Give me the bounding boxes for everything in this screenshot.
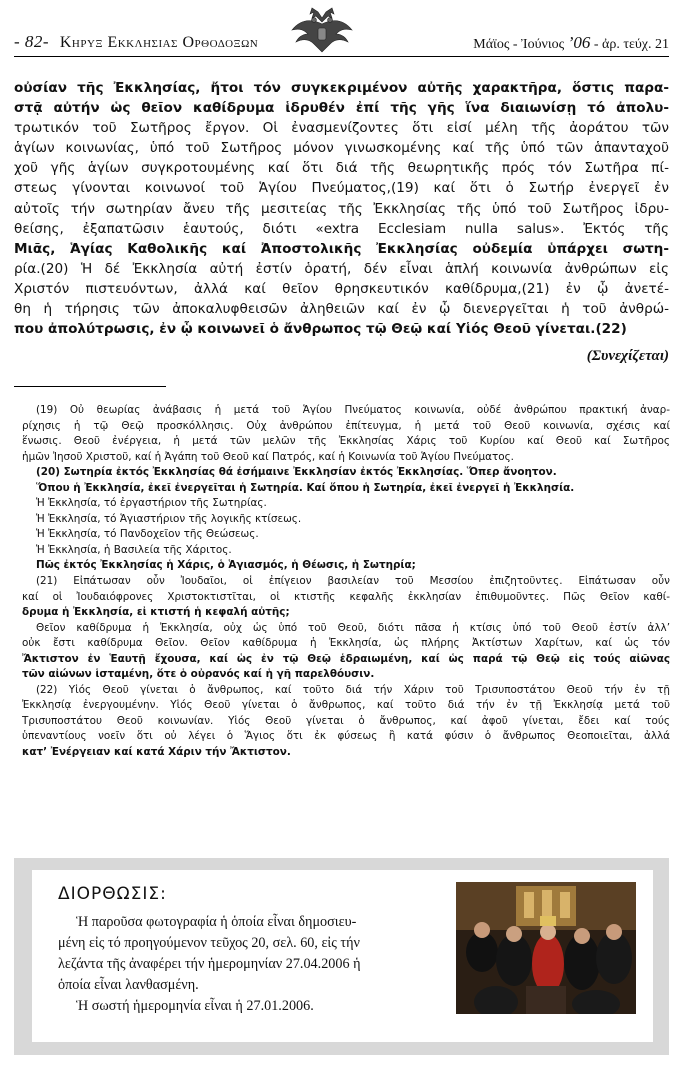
issue-number: - ἀρ. τεύχ. 21 (593, 37, 669, 52)
footnote-line: καί οἱ Ἰουδαιόφρονες Χριστοκτιστῖται, οἱ κτιστῆς κεφαλῆς ἐκκλησίαν ἐπιθυμοῦντες. Πῶς Θεῖον καθί- (22, 590, 670, 603)
text-line: αὐτοῖς τήν σωτηρίαν ἄνευ τῆς μεσιτείας τῆς Ἐκκλησίας τῆς ὑπό τοῦ Σωτῆρος ἱδρυ- (14, 200, 669, 217)
footnotes (22, 403, 670, 761)
correction-text (58, 912, 438, 1017)
correction-line: Ἡ παροῦσα φωτογραφία ἡ ὁποία εἶναι δημοσιευ- (76, 914, 357, 930)
footnote-line: Ἡ Ἐκκλησία, τό Πανδοχεῖον τῆς Θεώσεως. (36, 528, 259, 541)
text-line: στεως γίνονται κοινωνοί τοῦ Ἁγίου Πνεύματος,(19) καί ὅτι ὁ Σωτήρ ἐνεργεῖ ἐν (14, 180, 669, 197)
text-line: Χριστόν πιστευόντων, ἀλλά καί θεῖον θρησκευτικόν καθίδρυμα,(21) ἐν ᾧ ἀνετέ- (14, 280, 669, 297)
footnote-line: κατ’ Ἐνέργειαν καί κατά Χάριν τήν Ἄκτιστον. (22, 746, 291, 759)
text-line: τρωτικόν τοῦ Σωτῆρος ἔργον. Οἱ ἐνασμενίζοντες ὅτι εἰσί μέλη τῆς ἀοράτου τῶν (14, 120, 669, 137)
text-line: θείσης, ἐξαπατῶσιν ἑαυτούς, διότι «extra Ecclesiam nulla salus». Ἐκτός τῆς (14, 220, 669, 237)
footnote-line: Πῶς ἐκτός Ἐκκλησίας ἡ Χάρις, ὁ Ἁγιασμός, ἡ Θέωσις, ἡ Σωτηρία; (36, 559, 416, 572)
footnote-line: (22) Υἱός Θεοῦ γίνεται ὁ ἄνθρωπος, καί τοῦτο διά τήν Χάριν τοῦ Τρισυποστάτου Θεοῦ τήν ἐν τῇ (36, 683, 670, 696)
correction-line: μένη εἰς τό προηγούμενον τεῦχος 20, σελ. 60, εἰς τήν (58, 935, 360, 951)
text-line: χοῦ γῆς ἁγίων συγκροτουμένης καί ὅτι διά τῆς θεωρητικῆς πρός τόν Σωτῆρα πί- (14, 160, 669, 177)
footnote-line: ἕνωσις. Θεοῦ ἐνέργεια, ἡ μετά τῶν μελῶν τῆς Ἐκκλησίας Χάρις τοῦ Κυρίου καί Θεοῦ καί Σωτῆρος (22, 435, 670, 448)
footnote-line: Ἄκτιστον ἐν Ἑαυτῇ ἔχουσα, καί ὡς ἐν τῷ Θεῷ ἑδραιωμένη, καί ὡς παρά τῷ Θεῷ εἰς τούς αἰῶνας (22, 652, 670, 665)
double-headed-eagle-icon (290, 6, 354, 56)
clergy-group-photo (456, 882, 636, 1014)
correction-box (14, 858, 669, 1055)
footnote-line: Ἡ Ἐκκλησία, ἡ Βασιλεία τῆς Χάριτος. (36, 543, 232, 556)
footnote-line: ἡμῶν Ἰησοῦ Χριστοῦ, καί ἡ Ἀγάπη τοῦ Θεοῦ καί Πατρός, καί ἡ Κοινωνία τοῦ Ἁγίου Πνεύματος. (22, 450, 514, 463)
footnote-line: (21) Εἰπάτωσαν οὖν Ἰουδαῖοι, οἱ ἐπίγειον βασιλείαν τοῦ Μεσσίου ἐπιζητοῦντες. Εἰπάτωσαν οὖν (36, 575, 670, 588)
text-line: Μιᾶς, Ἁγίας Καθολικῆς καί Ἀποστολικῆς Ἐκκλησίας οὐδεμία ὑπάρχει σωτη- (14, 240, 669, 257)
footnote-line: δρυμα ἡ Ἐκκλησία, εἰ κτιστή ἡ κεφαλή αὐτῆς; (22, 606, 290, 619)
issue-year: ’06 (567, 33, 591, 52)
footnote-line: τῶν αἰώνων ἱσταμένη, ὅτε ὁ οὐρανός καί ἡ γῆ παρελθόυσιν. (22, 668, 375, 681)
correction-title: ΔΙΟΡΘΩΣΙΣ: (58, 884, 167, 904)
footnote-line: Ὅπου ἡ Ἐκκλησία, ἐκεῖ ἐνεργεῖται ἡ Σωτηρία. Καί ὅπου ἡ Σωτηρία, ἐκεῖ ἐνεργεῖ ἡ Ἐκκλησία. (36, 481, 575, 494)
correction-line: Ἡ σωστή ἡμερομηνία εἶναι ἡ 27.01.2006. (76, 998, 314, 1014)
main-text (14, 78, 669, 339)
footnote-line: ὑπεναντίους νοεῖν ὅτι οὐ λέγει ὁ Ἅγιος ὅτι ἐκ φύσεως ἢ κατά φύσιν ὁ ἄνθρωπος Θεοποιεῖται, ἀλλά (22, 730, 670, 743)
correction-line: ὁποία εἶναι λανθασμένη. (58, 977, 199, 993)
footnote-line: οὐκ ἔστι καθίδρυμα Θεῖον. Θεῖον καθίδρυμα ἡ Ἐκκλησία, ὡς πλήρης Ἀκτίστων Χαρίτων, καί ὡς τόν (22, 637, 670, 650)
footnote-rule (14, 386, 166, 387)
footnote-line: Ἡ Ἐκκλησία, τό ἐργαστήριον τῆς Σωτηρίας. (36, 497, 267, 510)
footnote-line: (20) Σωτηρία ἐκτός Ἐκκλησίας θά ἐσήμαινε Ἐκκλησίαν ἐκτός Ἐκκλησίας. Ὅπερ ἄνοητον. (36, 466, 557, 479)
footnote-line: Θεῖον καθίδρυμα ἡ Ἐκκλησία, οὐχ ὡς ὑπό τοῦ Θεοῦ, διότι πᾶσα ἡ κτίσις ὑπό τοῦ Θεοῦ ἐστίν ἀλλ’ (36, 621, 670, 634)
header-rule (14, 56, 669, 57)
correction-line: λεζάντα τῆς ἀναφέρει τήν ἡμερομηνίαν 27.04.2006 ἡ (58, 956, 361, 972)
header-left (14, 32, 258, 52)
text-line: που ἀπολύτρωσις, ἐν ᾧ κοινωνεῖ ὁ ἄνθρωπος τῷ Θεῷ καί Υἱός Θεοῦ γίνεται.(22) (14, 321, 627, 338)
header-right (473, 33, 669, 53)
page-number: - 82- (14, 32, 50, 51)
journal-title: Κηρυξ Εκκλησιας Ορθοδοξων (59, 34, 259, 51)
text-line: ἁγίων κοινωνίας, ὑπό τοῦ Σωτῆρος μόνον γινωσκομένης καί τῆς ὑπό τῶν ἁπανταχοῦ (14, 140, 669, 157)
footnote-line: ρίχησις ἡ τῷ Θεῷ προσκόλλησις. Οὐχ ἀνθρώπου ἐπίτευγμα, ἡ μετά τοῦ Θεοῦ κοινωνία, σχέσις καί (22, 419, 670, 432)
issue-months: Μάϊος - Ἰούνιος (473, 37, 565, 52)
text-line: στᾷ αὐτήν ὡς θεῖον καθίδρυμα ἱδρυθέν ἐπί τῆς γῆς ἵνα διαιωνίσῃ τό ἀπολυ- (14, 100, 669, 117)
footnote-line: Ἡ Ἐκκλησία, τό Ἁγιαστήριον τῆς λογικῆς κτίσεως. (36, 512, 302, 525)
text-line: ρία.(20) Ἡ δέ Ἐκκλησία αὐτή ἐστίν ὁρατή, δέν εἶναι ἁπλή κοινωνία ἀνθρώπων εἰς (14, 260, 669, 277)
footnote-line: (19) Οὐ θεωρίας ἀνάβασις ἡ μετά τοῦ Ἁγίου Πνεύματος κοινωνία, οὐδέ ἀνθρώπου πρακτική ἀναρ- (36, 404, 670, 416)
continued-label: (Συνεχίζεται) (586, 348, 669, 364)
footnote-line: Ἐκκλησίᾳ ἐνεργουμένην. Υἱός Θεοῦ γίνεται ὁ ἄνθρωπος, καί τοῦτο διά τήν ἐν τῇ Ἐκκλησίᾳ μετά τοῦ (22, 699, 670, 712)
footnote-line: Τρισυποστάτου Θεοῦ κοινωνίαν. Υἱός Θεοῦ γίνεται ὁ ἄνθρωπος, καί ἀφοῦ γίνεται, ἔδει καί τούς (22, 714, 670, 727)
correction-panel (32, 870, 653, 1042)
text-line: οὐσίαν τῆς Ἐκκλησίας, ἤτοι τόν συγκεκριμένον αὐτῆς χαρακτῆρα, ὅστις παρα- (14, 80, 669, 96)
text-line: θη ἡ τήρησις τῶν ἀποκαλυφθεισῶν ἀληθειῶν καί ἐν ᾧ διενεργεῖται ἡ τοῦ ἀνθρώ- (14, 301, 669, 318)
